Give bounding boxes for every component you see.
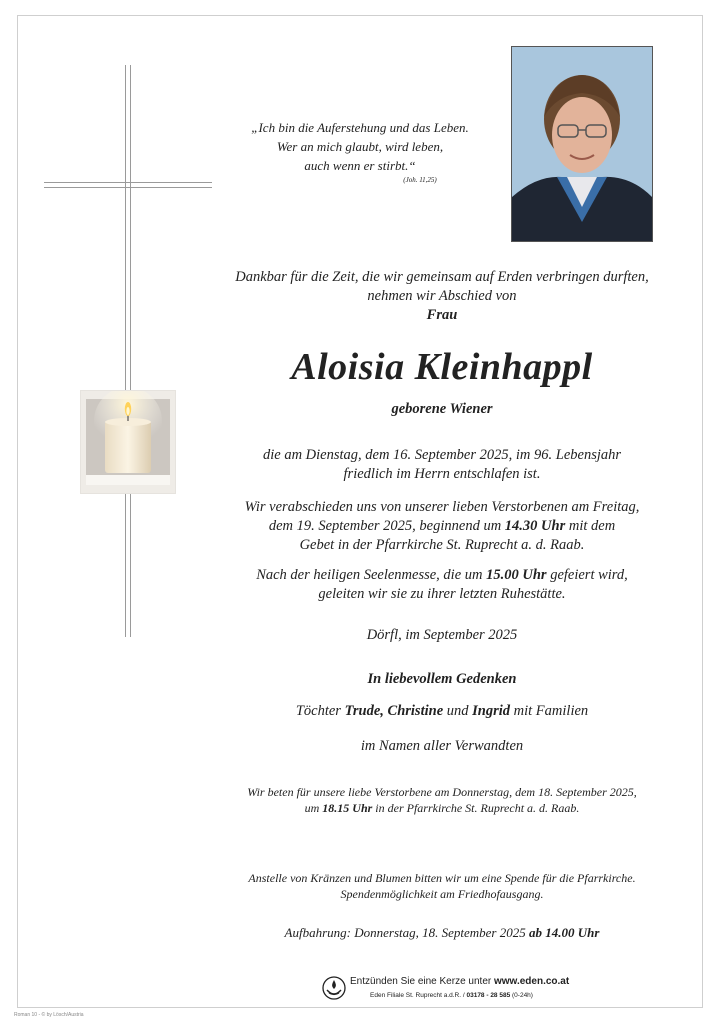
deceased-name: Aloisia Kleinhappl [291,346,593,388]
intro-line-3: Frau [426,307,458,323]
footer-phone: 03178 - 28 585 [466,992,511,999]
verse-line-2: Wer an mich glaubt, wird leben, [276,139,444,154]
footer-sub-line [370,992,533,999]
memory-heading: In liebevollem Gedenken [367,671,517,687]
mass-time: 15.00 Uhr [486,567,547,583]
relatives-line: im Namen aller Verwandten [360,738,524,754]
mass-line-1 [200,566,684,585]
mass-line-1-post: gefeiert wird, [546,567,628,583]
farewell-line-1: Wir verabschieden uns von unserer lieben Verstorbenen am Freitag, [244,499,640,515]
donation-line-2: Spendenmöglichkeit am Friedhofausgang. [340,887,544,901]
prayer-line-1: Wir beten für unsere liebe Verstorbene am Donnerstag, dem 18. September 2025, [247,785,637,799]
footer-url-link[interactable]: www.eden.co.at [493,976,570,987]
print-footnote: Roman 10 - © by Lösch/Austria [14,1012,84,1018]
donation-line-1: Anstelle von Kränzen und Blumen bitten wir um eine Spende für die Pfarrkirche. [248,871,636,885]
viewing-line [200,925,684,941]
donation-text [200,870,684,902]
verse-line-3: auch wenn er stirbt.“ [304,158,416,173]
footer [320,974,580,1004]
place-date: Dörfl, im September 2025 [366,627,518,643]
prayer-time: 18.15 Uhr [322,801,373,815]
intro-line-2: nehmen wir Abschied von [367,288,517,304]
mourners-post: mit Familien [510,703,589,719]
mass-line-1-pre: Nach der heiligen Seelenmesse, die um [256,567,487,583]
maiden-name: geborene Wiener [391,401,493,417]
candle-icon [81,391,175,493]
mass-line-2: geleiten wir sie zu ihrer letzten Ruhestätte. [318,586,566,602]
prayer-line-2-pre: um [304,801,323,815]
death-line-2: friedlich im Herrn entschlafen ist. [343,466,541,482]
portrait-photo [511,46,653,242]
death-text [200,446,684,484]
candle-image [80,390,176,494]
mourners-pre: Töchter [295,703,345,719]
intro-text [200,268,684,325]
eden-logo-icon [322,976,346,1000]
cross-vertical-beam [125,65,131,637]
prayer-line-2 [200,800,684,816]
farewell-line-2 [200,517,684,536]
prayer-line-2-post: in der Pfarrkirche St. Ruprecht a. d. Raab. [372,801,580,815]
intro-line-1: Dankbar für die Zeit, die wir gemeinsam auf Erden verbringen durften, [235,269,649,285]
cross-horizontal-beam [44,182,212,188]
bible-verse [240,118,480,185]
mourners-line [200,702,684,721]
footer-main-line [350,976,569,987]
portrait-image [512,47,652,241]
footer-sub-post: (0-24h) [510,992,533,999]
farewell-time: 14.30 Uhr [504,518,566,534]
farewell-line-3: Gebet in der Pfarrkirche St. Ruprecht a. d. Raab. [299,537,585,553]
mourners-names-2: Ingrid [472,703,511,719]
farewell-text [200,498,684,555]
death-line-1: die am Dienstag, dem 16. September 2025, im 96. Lebensjahr [262,447,622,463]
viewing-time: ab 14.00 Uhr [529,925,600,940]
farewell-line-2-pre: dem 19. September 2025, beginnend um [268,518,505,534]
mass-text [200,566,684,604]
prayer-text [200,784,684,816]
verse-source: (Joh. 11,25) [403,176,437,184]
farewell-line-2-post: mit dem [565,518,616,534]
viewing-pre: Aufbahrung: Donnerstag, 18. September 2025 [284,925,529,940]
footer-sub-pre: Eden Filiale St. Ruprecht a.d.R. / [370,992,467,999]
mourners-mid: und [443,703,473,719]
verse-line-1: „Ich bin die Auferstehung und das Leben. [251,120,469,135]
mourners-names-1: Trude, Christine [344,703,444,719]
footer-main-pre: Entzünden Sie eine Kerze unter [350,976,494,987]
